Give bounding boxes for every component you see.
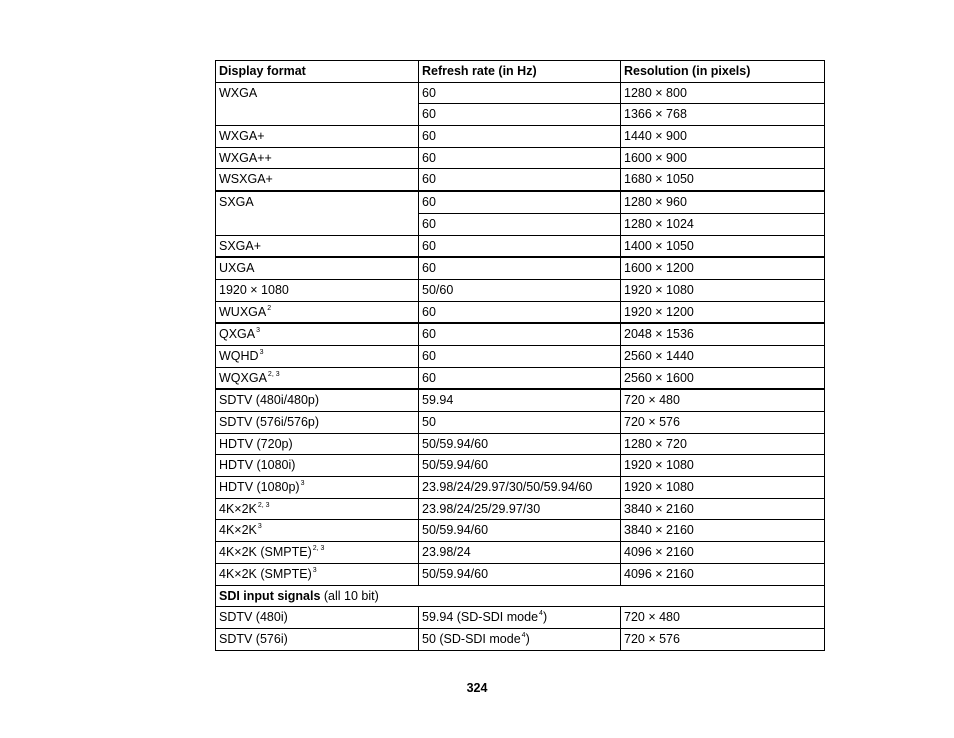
cell-resolution: 2560 × 1600 bbox=[621, 367, 825, 389]
cell-refresh-rate: 60 bbox=[419, 169, 621, 191]
cell-refresh-rate: 60 bbox=[419, 126, 621, 148]
cell-resolution: 1400 × 1050 bbox=[621, 235, 825, 257]
table-row bbox=[216, 169, 825, 191]
display-format-table bbox=[215, 60, 825, 651]
footnote-marker: 3 bbox=[259, 348, 264, 356]
table-header-row bbox=[216, 61, 825, 83]
table-row bbox=[216, 301, 825, 323]
cell-refresh-rate: 60 bbox=[419, 191, 621, 213]
cell-refresh-rate: 50/59.94/60 bbox=[419, 563, 621, 585]
cell-display-format: HDTV (720p) bbox=[216, 433, 419, 455]
cell-refresh-rate: 50/59.94/60 bbox=[419, 455, 621, 477]
table-row bbox=[216, 455, 825, 477]
header-resolution: Resolution (in pixels) bbox=[621, 61, 825, 83]
cell-display-format: SXGA bbox=[216, 191, 419, 235]
table-row bbox=[216, 235, 825, 257]
table-row bbox=[216, 191, 825, 213]
cell-refresh-rate: 59.94 bbox=[419, 389, 621, 411]
cell-refresh-rate: 50/59.94/60 bbox=[419, 520, 621, 542]
table-row bbox=[216, 563, 825, 585]
table-row bbox=[216, 433, 825, 455]
cell-resolution: 4096 × 2160 bbox=[621, 542, 825, 564]
cell-resolution: 720 × 576 bbox=[621, 412, 825, 434]
cell-refresh-rate: 60 bbox=[419, 147, 621, 169]
table-row bbox=[216, 498, 825, 520]
cell-resolution: 1680 × 1050 bbox=[621, 169, 825, 191]
table-row bbox=[216, 607, 825, 629]
cell-display-format: WXGA bbox=[216, 82, 419, 125]
cell-resolution: 1600 × 1200 bbox=[621, 257, 825, 279]
cell-refresh-rate: 50/60 bbox=[419, 279, 621, 301]
sdi-section-title: SDI input signals (all 10 bit) bbox=[216, 585, 825, 607]
footnote-marker: 3 bbox=[257, 523, 262, 531]
table-row bbox=[216, 126, 825, 148]
table-row bbox=[216, 367, 825, 389]
cell-resolution: 720 × 480 bbox=[621, 607, 825, 629]
cell-display-format: $4K\times 2K^3$ bbox=[216, 520, 419, 542]
cell-display-format: QXGA$^3$ bbox=[216, 323, 419, 345]
cell-resolution: 3840 × 2160 bbox=[621, 520, 825, 542]
cell-resolution: 1600 × 900 bbox=[621, 147, 825, 169]
sdi-section-header-row bbox=[216, 585, 825, 607]
footnote-marker: 2, 3 bbox=[257, 501, 270, 509]
cell-resolution: 1920 × 1080 bbox=[621, 455, 825, 477]
cell-resolution: 1920 × 1200 bbox=[621, 301, 825, 323]
cell-refresh-rate: 60 bbox=[419, 367, 621, 389]
cell-resolution: 1280 × 720 bbox=[621, 433, 825, 455]
cell-resolution: 1280 × 800 bbox=[621, 82, 825, 104]
table-row bbox=[216, 147, 825, 169]
cell-refresh-rate: 60 bbox=[419, 323, 621, 345]
cell-resolution: 1280 × 960 bbox=[621, 191, 825, 213]
cell-resolution: 1440 × 900 bbox=[621, 126, 825, 148]
cell-display-format: 1920 × 1080 bbox=[216, 279, 419, 301]
cell-display-format: HDTV (1080i) bbox=[216, 455, 419, 477]
cell-display-format: SDTV (576i/576p) bbox=[216, 412, 419, 434]
cell-refresh-rate: 60 bbox=[419, 257, 621, 279]
cell-display-format: WQHD$^3$ bbox=[216, 345, 419, 367]
cell-refresh-rate: 59.94 (SD-SDI mode$^4$) bbox=[419, 607, 621, 629]
footnote-marker: 2 bbox=[267, 304, 272, 312]
cell-resolution: 1366 × 768 bbox=[621, 104, 825, 126]
footnote-marker: 4 bbox=[539, 610, 543, 618]
table-row bbox=[216, 82, 825, 104]
header-refresh-rate: Refresh rate (in Hz) bbox=[419, 61, 621, 83]
footnote-marker: 2, 3 bbox=[267, 370, 280, 378]
table-row bbox=[216, 628, 825, 650]
table-row bbox=[216, 323, 825, 345]
footnote-marker: 3 bbox=[312, 566, 317, 574]
table-row bbox=[216, 520, 825, 542]
table-row bbox=[216, 345, 825, 367]
header-display-format: Display format bbox=[216, 61, 419, 83]
cell-display-format: $4K\times 2K^{2, 3}$ bbox=[216, 498, 419, 520]
cell-refresh-rate: 50 bbox=[419, 412, 621, 434]
cell-resolution: 720 × 480 bbox=[621, 389, 825, 411]
cell-refresh-rate: 23.98/24/29.97/30/50/59.94/60 bbox=[419, 477, 621, 499]
footnote-marker: 3 bbox=[300, 480, 305, 488]
cell-resolution: 2048 × 1536 bbox=[621, 323, 825, 345]
cell-refresh-rate: 60 bbox=[419, 235, 621, 257]
footnote-marker: 2, 3 bbox=[312, 545, 325, 553]
cell-refresh-rate: 60 bbox=[419, 301, 621, 323]
cell-display-format: UXGA bbox=[216, 257, 419, 279]
table-row bbox=[216, 412, 825, 434]
cell-refresh-rate: 23.98/24/25/29.97/30 bbox=[419, 498, 621, 520]
cell-resolution: 1280 × 1024 bbox=[621, 213, 825, 235]
cell-refresh-rate: 60 bbox=[419, 82, 621, 104]
table-row bbox=[216, 542, 825, 564]
cell-refresh-rate: 23.98/24 bbox=[419, 542, 621, 564]
cell-display-format: SDTV (480i) bbox=[216, 607, 419, 629]
cell-display-format: SDTV (576i) bbox=[216, 628, 419, 650]
cell-display-format: WXGA+ bbox=[216, 126, 419, 148]
page-number: 324 bbox=[466, 681, 488, 695]
cell-refresh-rate: 60 bbox=[419, 104, 621, 126]
cell-display-format: SXGA+ bbox=[216, 235, 419, 257]
table-row bbox=[216, 257, 825, 279]
cell-display-format: SDTV (480i/480p) bbox=[216, 389, 419, 411]
cell-refresh-rate: 60 bbox=[419, 213, 621, 235]
cell-refresh-rate: 50/59.94/60 bbox=[419, 433, 621, 455]
cell-refresh-rate: 50 (SD-SDI mode$^4$) bbox=[419, 628, 621, 650]
cell-display-format: WXGA++ bbox=[216, 147, 419, 169]
table-row bbox=[216, 477, 825, 499]
cell-resolution: 1920 × 1080 bbox=[621, 477, 825, 499]
cell-refresh-rate: 60 bbox=[419, 345, 621, 367]
cell-display-format: HDTV $(1080p)^3$ bbox=[216, 477, 419, 499]
cell-display-format: WSXGA+ bbox=[216, 169, 419, 191]
cell-resolution: 720 × 576 bbox=[621, 628, 825, 650]
cell-display-format: WUXGA$^2$ bbox=[216, 301, 419, 323]
footnote-marker: 3 bbox=[256, 327, 261, 335]
footnote-marker: 4 bbox=[521, 631, 526, 639]
table-row bbox=[216, 279, 825, 301]
cell-display-format: 4K×2K (SMPTE)$^{2, 3}$ bbox=[216, 542, 419, 564]
cell-resolution: 4096 × 2160 bbox=[621, 563, 825, 585]
table-row bbox=[216, 389, 825, 411]
cell-resolution: 3840 × 2160 bbox=[621, 498, 825, 520]
cell-display-format: WQXGA$^{2, 3}$ bbox=[216, 367, 419, 389]
cell-resolution: 2560 × 1440 bbox=[621, 345, 825, 367]
cell-display-format: 4K×2K (SMPTE)$^3$ bbox=[216, 563, 419, 585]
cell-resolution: 1920 × 1080 bbox=[621, 279, 825, 301]
